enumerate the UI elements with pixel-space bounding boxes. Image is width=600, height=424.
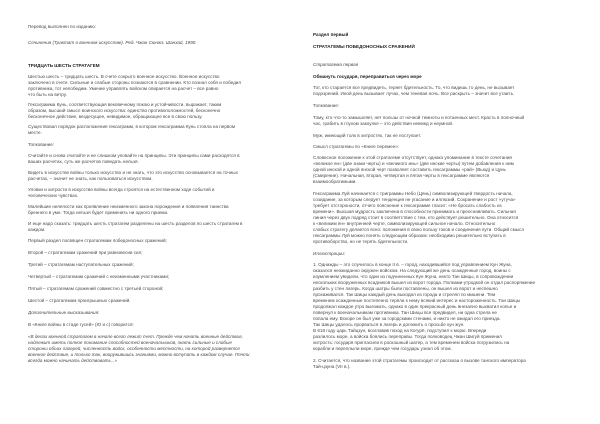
left-text-line: Четвертый – стратагемам сражений с неизменными участниками;	[28, 274, 170, 279]
right-text-line: СТРАТАГЕМЫ ПОБЕДОНОСНЫХ СРАЖЕНИЙ	[313, 44, 415, 49]
right-text-line: Так Шицы удалось прорваться в лагерь и доложить о просьбе кун жун.	[313, 322, 465, 327]
right-text-line: 2. Считается, что название этой стратагемы происходит от рассказа о вызове танского императора	[313, 358, 526, 363]
left-text-line: Шестью шесть – тридцать шесть. В счете сокрыто военное искусство. Военное искусство	[28, 74, 220, 79]
right-text-line: требует отстороности, отчего пояснение к гексаграмме гласит: «Не бросать слабость из	[313, 203, 502, 208]
left-text-line: человеческих чувствах.	[28, 193, 79, 198]
right-text-line: взаимообратимыми.	[313, 179, 357, 184]
left-text-line: Третий – стратагемам наступательных сражений;	[28, 262, 134, 267]
right-text-line: корабли и переплыли море, прежде чем государь узнал об этом.	[313, 346, 452, 351]
right-text-line: слабых стратегу делается ясно: положения в свою пользу токов и соединения пути. Общий смысл	[313, 227, 525, 232]
left-text-line: Дополнительные высказывания:	[28, 310, 100, 315]
right-text-line: к «великим ян» внутренней черте, символизирующей сильное начало. Относительно	[313, 221, 496, 226]
left-text-line: каждом.	[28, 227, 46, 232]
right-text-line: Смысл стратагемы по «Книге перемен»:	[313, 144, 400, 149]
right-text-line: Муж, имеющий толк в хитростях, так не поступает.	[313, 133, 422, 138]
right-text-line: час, грабить в глухом закоулке – это действия невежд и неумной.	[313, 121, 454, 126]
left-text-line: месте.	[28, 130, 42, 135]
left-text-line: бреннего в уме. Тогда нельзя будет применить ни одного приема.	[28, 210, 169, 215]
right-text-line: созидание, за которым следует тенденция не угасание и иллюзий. Сохранение и рост «утуча»	[313, 197, 516, 202]
right-text-line: Словесное положение к этой стратагеме отсутствует, однако упоминание в тексте сочетания	[313, 155, 512, 160]
right-text-line: Гексаграмма Луй начинается с триграммы Небо (Цянь) символизирующей твердость начала,	[313, 191, 513, 196]
right-text-line: Обмануть государя, переправиться через море	[313, 74, 422, 79]
right-text-line: «великое ян» (две знаки черты) и «великого инь» (две инские черты) путем добавления к ним	[313, 161, 514, 166]
left-text-line: В «Книге войны в стаде гусей» (Ю и с) говорится:	[28, 322, 134, 327]
right-text-line: Иллюстрации:	[313, 251, 346, 256]
left-text-line: заключено в счете. Сильные и слабые стороны познаются в сравнении. Кто познал себя и победил	[28, 80, 242, 85]
left-text-line: Уловки и хитрости в искусстве войны всегда строятся на естественном ходе событий и	[28, 187, 215, 192]
right-text-line: линия через двух подряд стоит в соответствие с тем, кто действует решительно. Она относится	[313, 215, 519, 220]
right-text-line: Стратагема первая	[313, 62, 359, 67]
left-text-line: Малейшие нелепости как проявление неизменного закона порождения и появления таинства	[28, 204, 229, 209]
right-text-line: гексаграммы Луй можно понять следующим образом: необходимо решительно вступать в	[313, 233, 506, 238]
left-text-line: «В делах военной стратагем в начале всего лежит счет. Прежде чем начать военные действия,	[28, 334, 243, 339]
left-text-line: противника, тот непобедим. Умение управлять войском опирается на расчет – все равно	[28, 86, 219, 91]
left-text-line: ваших расчетах, суть же расчетов поведать нельзя.	[28, 159, 139, 164]
right-text-line: Тому, кто что-то замышляет, нет пользы от ночной темноты и потаенных мест. Красть в полночный	[313, 115, 525, 120]
right-text-line: одной инской и одной янской черт позволяет составить гексаграммы «рай» (Вьюд) и Цунь	[313, 167, 506, 172]
left-text-line: надлежит иметь полное понимание способностей военачальников, знать сильные и слабые	[28, 340, 232, 345]
left-text-line: всегда можно начинать действовать...»	[28, 358, 118, 363]
right-text-line: попала ему. Вскоре он был уже за городскими стенами, и никто не ожидал его приезда.	[313, 316, 501, 321]
left-text-line: Первый раздел посвящен стратагемам победоносных сражений;	[28, 238, 167, 243]
left-text-line: Толкование:	[28, 142, 55, 147]
left-text-line: Считайте и снова считайте и не слишком уповайте на принципы. Эти принципы сами расходятся в	[28, 153, 240, 158]
right-text-line: Тот, кто старается все предвидеть, теряет бдительность. То, что видишь то день, не вызывает	[313, 85, 515, 90]
left-text-line: Видеть в искусстве войны только искусство и не знать, что это искусство основывается на точных	[28, 170, 238, 175]
right-text-line: Раздел первый	[313, 32, 349, 37]
right-text-line: разбить у стен лагерь. Когда шатры были поставлены, он вышел из ворот и неспешно	[313, 286, 498, 291]
right-text-line: разлилось море, а войска боялись переправы. Тогда полководец Чжан Шигуй применил	[313, 334, 502, 339]
left-text-line: Пятый – стратагемам сражений совместно с третьей стороной;	[28, 286, 164, 291]
right-text-line: прохаживался. Так Шицы каждый день выходил из города и стрелял по мишени. Тем	[313, 292, 496, 297]
right-text-line: подозрений. Иной день вызывает лучах, чем теневая ночь. Все раскрыть – значит все утаить.	[313, 91, 515, 96]
right-text-line: (Смирение). Начальная, вторая, четвертая и пятая черты в гексаграмме являются	[313, 173, 490, 178]
right-text-line: нескольких вооруженных всадников вышел из ворот города. Полками-утродкой он отдал распоряжение	[313, 280, 535, 285]
left-text-line: расчетах, – значит не знать, как пользоваться искусством.	[28, 176, 153, 181]
left-text-line: И еще надо сказать: тридцать шесть стратагем разделены на шесть разделов по шесть стратагем в	[28, 221, 243, 226]
left-text-line: что быть на ветру.	[28, 92, 67, 97]
left-text-line: Гексаграмма Кунь, соответствующая вековечному покою и устойчивости, выражает, таким	[28, 102, 222, 107]
left-text-line: Перевод выполнен по изданию:	[28, 24, 96, 29]
left-text-line: Шестой – стратагемам проигрышных сражений.	[28, 298, 131, 303]
right-text-line: оказался неожиданно окружен войском. На следующий же день осажденные город, воины с	[313, 268, 511, 273]
left-text-line: Сочинения (Трактат о военном искусстве). Ред. Чжан Сюнжэ. Шанхай, 1990.	[28, 40, 197, 45]
right-text-line: Тай-цзуна (VII в.).	[313, 364, 351, 369]
right-text-line: противоборство, но не терять бдительности.	[313, 239, 409, 244]
right-text-line: времени». Высшая мудрость заключена в способности принимать и преоснавливать. Сильная	[313, 209, 516, 214]
right-text-line: повернул к военачальникам противника. Тан Шицы все предвидел, ни одна стрела не	[313, 310, 497, 315]
right-text-line: хитрость: государя пригласили в роскошный шатер, а тем временем войска погрузились на	[313, 340, 510, 345]
left-text-line: бесконечное действие, вездесущее, невидимое, обращающее все в свою пользу.	[28, 114, 203, 119]
right-text-line: В 618 году царь Тайцзун, возглавив поход на Когурё, подступил к морю. Впереди	[313, 328, 487, 333]
left-text-line: ТРИДЦАТЬ ШЕСТЬ СТРАТАГЕМ	[28, 63, 100, 68]
right-text-line: изумлением увидели, что один из подчиненных Кун Жуна, некто Тан Шицы, в сопровождении	[313, 274, 514, 279]
left-text-line: Второй – стратагемам сражений при равновесии сил;	[28, 250, 143, 255]
left-text-line: стороны обоих лагерей, численность войск, особенности местности, на которой развернется	[28, 346, 240, 351]
left-text-line: военное действие, и только так, вооружившись знаниями, можно вступать в каждом случае. Почти	[28, 352, 250, 357]
right-text-line: 1. Однажды – это случилось в конце II в. – город, находившийся под управлением Кун Жуна,	[313, 262, 512, 267]
right-text-line: Толкование:	[313, 103, 340, 108]
left-text-line: Существовал порядок расположения гексаграмм, в котором гексаграмма Кунь стояла на первом	[28, 124, 235, 129]
left-text-line: образом, высший смысл воинского искусства: единство противоположностей, бесконечно	[28, 108, 221, 113]
right-text-line: временем осажденные постепенно теряли к нему всякий интерес и настороженность. Тан Шицы	[313, 298, 521, 303]
right-text-line: продолжал каждое утро выезжать, однако в один прекрасный день внезапно выхватил копье и	[313, 304, 517, 309]
